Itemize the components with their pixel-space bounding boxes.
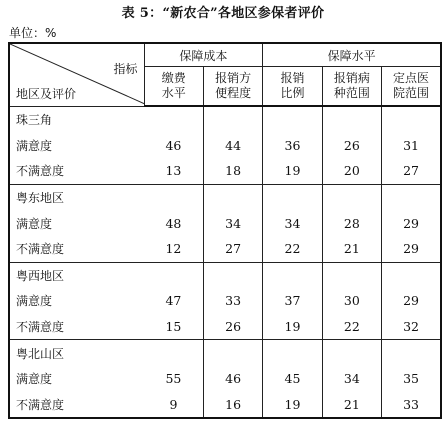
table-cell: 19: [263, 314, 322, 340]
region-name: 珠三角: [16, 113, 53, 128]
table-cell: 45: [263, 366, 322, 392]
table-cell: 22: [263, 236, 322, 262]
region-row: [9, 106, 441, 133]
table-cell: 47: [165, 293, 182, 309]
table-cell: 29: [382, 236, 441, 262]
table-cell: 18: [203, 158, 262, 184]
col-header-reimburse-ratio: 报销 比例: [263, 67, 322, 107]
table-title: 表 5：“新农合”各地区参保者评价: [121, 6, 325, 21]
table-cell: 26: [203, 314, 262, 340]
table-cell: 46: [165, 137, 182, 153]
region-row: [9, 340, 441, 366]
col-header-disease-scope: 报销病 种范围: [322, 67, 381, 107]
table-cell: 37: [263, 288, 322, 314]
row-label: 不满意度: [9, 158, 144, 184]
table-cell: 32: [382, 314, 441, 340]
corner-header: [9, 43, 144, 106]
table-row: [9, 210, 441, 236]
corner-label-indicator: 指标: [113, 62, 138, 76]
table-row: [9, 314, 441, 340]
table-cell: 48: [165, 215, 182, 231]
region-name: 粤东地区: [16, 191, 65, 206]
row-label: 满意度: [16, 372, 53, 387]
table-cell: 16: [203, 392, 262, 419]
col-header-fee-level: 缴费 水平: [144, 67, 203, 107]
row-label: 不满意度: [9, 392, 144, 419]
group-header-cost: 保障成本: [144, 43, 263, 67]
row-label: 满意度: [16, 216, 53, 231]
table-cell: 12: [144, 236, 203, 262]
table-row: [9, 236, 441, 262]
row-label: 满意度: [16, 294, 53, 309]
table-cell: 34: [322, 366, 381, 392]
table-cell: 22: [322, 314, 381, 340]
table-cell: 29: [382, 288, 441, 314]
table-cell: 34: [263, 210, 322, 236]
row-label: 满意度: [16, 138, 53, 153]
table-cell: 21: [322, 392, 381, 419]
row-label: 不满意度: [9, 236, 144, 262]
table-cell: 28: [322, 210, 381, 236]
table-row: [9, 133, 441, 159]
table-cell: 19: [263, 392, 322, 419]
table-cell: 27: [203, 236, 262, 262]
col-header-hospital-scope: 定点医 院范围: [382, 67, 441, 107]
table-cell: 44: [203, 133, 262, 159]
table-cell: 31: [382, 133, 441, 159]
region-name: 粤西地区: [16, 268, 65, 283]
corner-label-region: 地区及评价: [16, 86, 77, 101]
region-name: 粤北山区: [16, 346, 65, 361]
table-cell: 15: [144, 314, 203, 340]
table-cell: 35: [382, 366, 441, 392]
table-row: [9, 288, 441, 314]
table-cell: 26: [322, 133, 381, 159]
table-cell: 20: [322, 158, 381, 184]
table-cell: 21: [322, 236, 381, 262]
group-header-level: 保障水平: [263, 43, 441, 67]
table-cell: 55: [165, 371, 182, 387]
table-cell: 46: [203, 366, 262, 392]
unit-label: 单位：%: [9, 26, 57, 40]
table-cell: 30: [322, 288, 381, 314]
table-cell: 19: [263, 158, 322, 184]
table-cell: 9: [144, 392, 203, 419]
table-cell: 33: [203, 288, 262, 314]
table-cell: 13: [144, 158, 203, 184]
table-row: [9, 392, 441, 419]
table-cell: 36: [263, 133, 322, 159]
table-row: [9, 366, 441, 392]
region-row: [9, 184, 441, 210]
table-cell: 33: [382, 392, 441, 419]
evaluation-table: [8, 42, 442, 419]
col-header-reimburse-convenience: 报销方 便程度: [203, 67, 262, 107]
region-row: [9, 262, 441, 288]
row-label: 不满意度: [9, 314, 144, 340]
table-cell: 27: [382, 158, 441, 184]
table-row: [9, 158, 441, 184]
table-cell: 34: [203, 210, 262, 236]
table-cell: 29: [382, 210, 441, 236]
